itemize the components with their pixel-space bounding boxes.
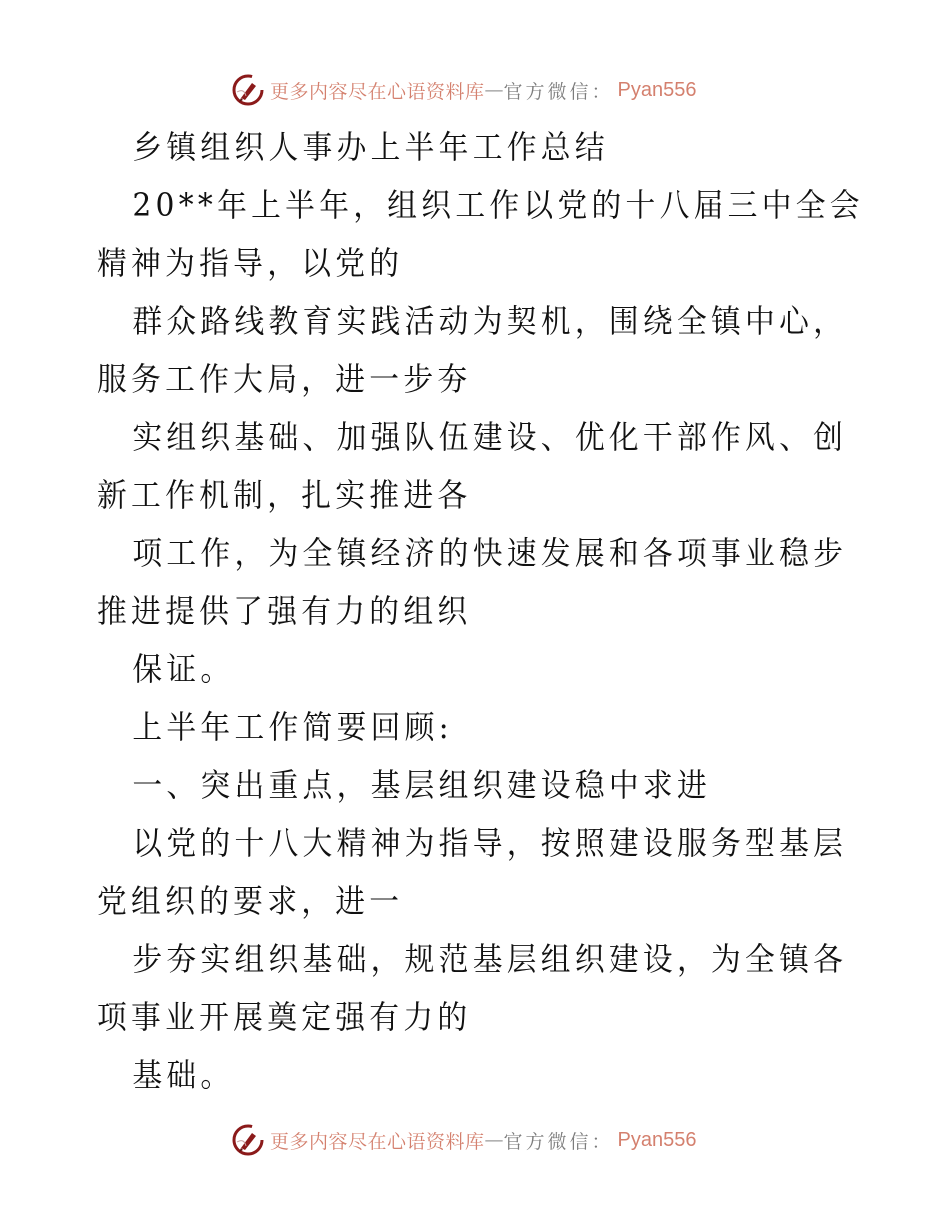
watermark-main-text: 更多内容尽在心语资料库 [270,80,485,103]
watermark-main-text: 更多内容尽在心语资料库 [270,1130,485,1153]
paragraph-line: 步夯实组织基础，规范基层组织建设，为全镇各 [132,940,848,978]
watermark-official-label: 官方微信： [503,1130,614,1153]
paragraph-line: 党组织的要求，进一 [97,882,404,920]
paragraph-line: 保证。 [132,650,235,688]
document-title: 乡镇组织人事办上半年工作总结 [132,128,609,166]
paragraph-line: 群众路线教育实践活动为契机，围绕全镇中心， [132,302,848,340]
watermark-dash: — [484,79,504,101]
section-heading-1: 一、突出重点，基层组织建设稳中求进 [132,766,711,804]
quill-pen-logo-icon [232,1124,264,1156]
quill-pen-logo-icon [232,74,264,106]
paragraph-line: 服务工作大局，进一步夯 [97,360,472,398]
header-watermark [232,72,712,108]
footer-watermark [232,1122,712,1158]
paragraph-line: 项工作，为全镇经济的快速发展和各项事业稳步 [132,534,848,572]
paragraph-line: 项事业开展奠定强有力的 [97,998,472,1036]
paragraph-line: 新工作机制，扎实推进各 [97,476,472,514]
document-body [97,118,864,1104]
paragraph-line: 以党的十八大精神为指导，按照建设服务型基层 [132,824,848,862]
watermark-wechat-id: Pyan556 [617,1128,697,1151]
paragraph-line: 20**年上半年，组织工作以党的十八届三中全会 [132,186,864,224]
section-intro-heading: 上半年工作简要回顾: [132,708,454,746]
watermark-wechat-id: Pyan556 [617,78,697,101]
paragraph-line: 实组织基础、加强队伍建设、优化干部作风、创 [132,418,848,456]
paragraph-line: 推进提供了强有力的组织 [97,592,472,630]
paragraph-line: 精神为指导，以党的 [97,244,404,282]
watermark-dash: — [484,1129,504,1151]
watermark-official-label: 官方微信： [503,80,614,103]
paragraph-line: 基础。 [132,1056,235,1094]
